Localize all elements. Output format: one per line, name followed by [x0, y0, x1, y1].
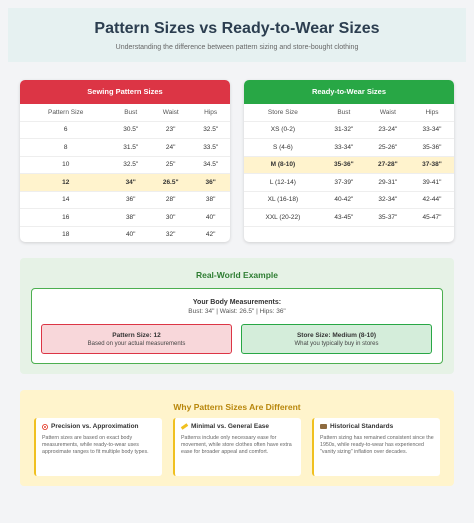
rtw-size-table: [244, 104, 454, 227]
column-header: Hips: [191, 104, 230, 121]
table-cell: 25-26": [366, 139, 410, 157]
column-header: Bust: [322, 104, 366, 121]
why-different-section: [20, 390, 454, 486]
table-cell: 42": [191, 226, 230, 242]
reason-title: Historical Standards: [330, 423, 394, 430]
measurement-values: Bust: 34" | Waist: 26.5" | Hips: 36": [188, 308, 286, 315]
table-cell: 33-34": [322, 139, 366, 157]
table-row: [244, 139, 454, 157]
table-cell: XS (0-2): [244, 121, 322, 139]
table-cell: 35-37": [366, 209, 410, 227]
why-title: Why Pattern Sizes Are Different: [173, 402, 301, 412]
store-size-result: [241, 324, 432, 354]
table-cell: 27-28": [366, 156, 410, 174]
reason-title: Minimal vs. General Ease: [191, 423, 270, 430]
reason-body: Patterns include only necessary ease for movement, while store clothes often have extra ease for broader appeal and comfort.: [181, 435, 292, 456]
rtw-size-card: [244, 80, 454, 242]
store-size-label: Store Size: Medium (8-10): [296, 332, 377, 339]
table-cell: 24": [150, 139, 191, 157]
table-row: [244, 121, 454, 139]
table-cell: M (8-10): [244, 156, 322, 174]
table-row: [20, 209, 230, 227]
table-row: [20, 174, 230, 192]
table-cell: 35-36": [410, 139, 454, 157]
table-row: [244, 174, 454, 192]
table-row: [20, 191, 230, 209]
table-cell: 14: [20, 191, 111, 209]
table-cell: L (12-14): [244, 174, 322, 192]
table-cell: 31-32": [322, 121, 366, 139]
table-cell: 12: [20, 174, 111, 192]
measurement-heading: Your Body Measurements:: [192, 299, 282, 306]
column-header: Hips: [410, 104, 454, 121]
store-size-note: What you typically buy in stores: [294, 341, 379, 347]
reason-card: [312, 418, 440, 476]
table-cell: 28": [150, 191, 191, 209]
table-cell: 23-24": [366, 121, 410, 139]
table-cell: 30.5": [111, 121, 150, 139]
example-title: Real-World Example: [195, 270, 279, 280]
pattern-size-table: [20, 104, 230, 242]
page-title: Pattern Sizes vs Ready-to-Wear Sizes: [94, 20, 380, 37]
pattern-size-note: Based on your actual measurements: [87, 341, 186, 347]
table-cell: 8: [20, 139, 111, 157]
table-cell: 29-31": [366, 174, 410, 192]
table-cell: S (4-6): [244, 139, 322, 157]
ruler-icon: [181, 423, 188, 429]
table-cell: 45-47": [410, 209, 454, 227]
table-cell: XXL (20-22): [244, 209, 322, 227]
header: [8, 8, 466, 62]
table-cell: 32.5": [191, 121, 230, 139]
table-cell: 38": [111, 209, 150, 227]
table-cell: 32.5": [111, 156, 150, 174]
pattern-size-card: [20, 80, 230, 242]
table-cell: XL (16-18): [244, 191, 322, 209]
table-cell: 40": [191, 209, 230, 227]
table-row: [244, 156, 454, 174]
table-cell: 37-39": [322, 174, 366, 192]
pattern-size-label: Pattern Size: 12: [112, 332, 161, 339]
table-cell: 39-41": [410, 174, 454, 192]
table-cell: 6: [20, 121, 111, 139]
real-world-example: [20, 258, 454, 374]
target-icon: [42, 424, 48, 430]
table-row: [244, 191, 454, 209]
table-cell: 23": [150, 121, 191, 139]
table-cell: 32-34": [366, 191, 410, 209]
book-icon: [320, 424, 327, 429]
column-header: Waist: [366, 104, 410, 121]
table-cell: 38": [191, 191, 230, 209]
table-row: [20, 226, 230, 242]
table-cell: 18: [20, 226, 111, 242]
reason-body: Pattern sizes are based on exact body measurements, while ready-to-wear uses approximate ranges to fit multiple body types.: [42, 435, 149, 456]
measurement-box: [31, 288, 443, 364]
table-cell: 16: [20, 209, 111, 227]
table-row: [20, 156, 230, 174]
table-row: [20, 121, 230, 139]
rtw-card-title: Ready-to-Wear Sizes: [244, 80, 454, 104]
reason-card: [173, 418, 301, 476]
page-subtitle: Understanding the difference between pattern sizing and store-bought clothing: [115, 44, 359, 51]
table-cell: 34.5": [191, 156, 230, 174]
table-cell: 25": [150, 156, 191, 174]
column-header: Waist: [150, 104, 191, 121]
pattern-card-title: Sewing Pattern Sizes: [20, 80, 230, 104]
table-row: [20, 139, 230, 157]
table-cell: 33.5": [191, 139, 230, 157]
table-cell: 33-34": [410, 121, 454, 139]
table-cell: 43-45": [322, 209, 366, 227]
reason-title: Precision vs. Approximation: [51, 423, 139, 430]
table-cell: 10: [20, 156, 111, 174]
table-cell: 36": [111, 191, 150, 209]
table-cell: 30": [150, 209, 191, 227]
table-cell: 35-36": [322, 156, 366, 174]
table-cell: 36": [191, 174, 230, 192]
table-cell: 34": [111, 174, 150, 192]
column-header: Pattern Size: [20, 104, 111, 121]
table-cell: 26.5": [150, 174, 191, 192]
column-header: Bust: [111, 104, 150, 121]
table-row: [244, 209, 454, 227]
table-cell: 40-42": [322, 191, 366, 209]
table-cell: 42-44": [410, 191, 454, 209]
pattern-size-result: [41, 324, 232, 354]
column-header: Store Size: [244, 104, 322, 121]
table-cell: 31.5": [111, 139, 150, 157]
reason-body: Pattern sizing has remained consistent since the 1950s, while ready-to-wear has experienced "vanity sizing" inflation over decades.: [320, 435, 434, 456]
reason-card: [34, 418, 162, 476]
table-cell: 32": [150, 226, 191, 242]
table-cell: 40": [111, 226, 150, 242]
table-cell: 37-38": [410, 156, 454, 174]
